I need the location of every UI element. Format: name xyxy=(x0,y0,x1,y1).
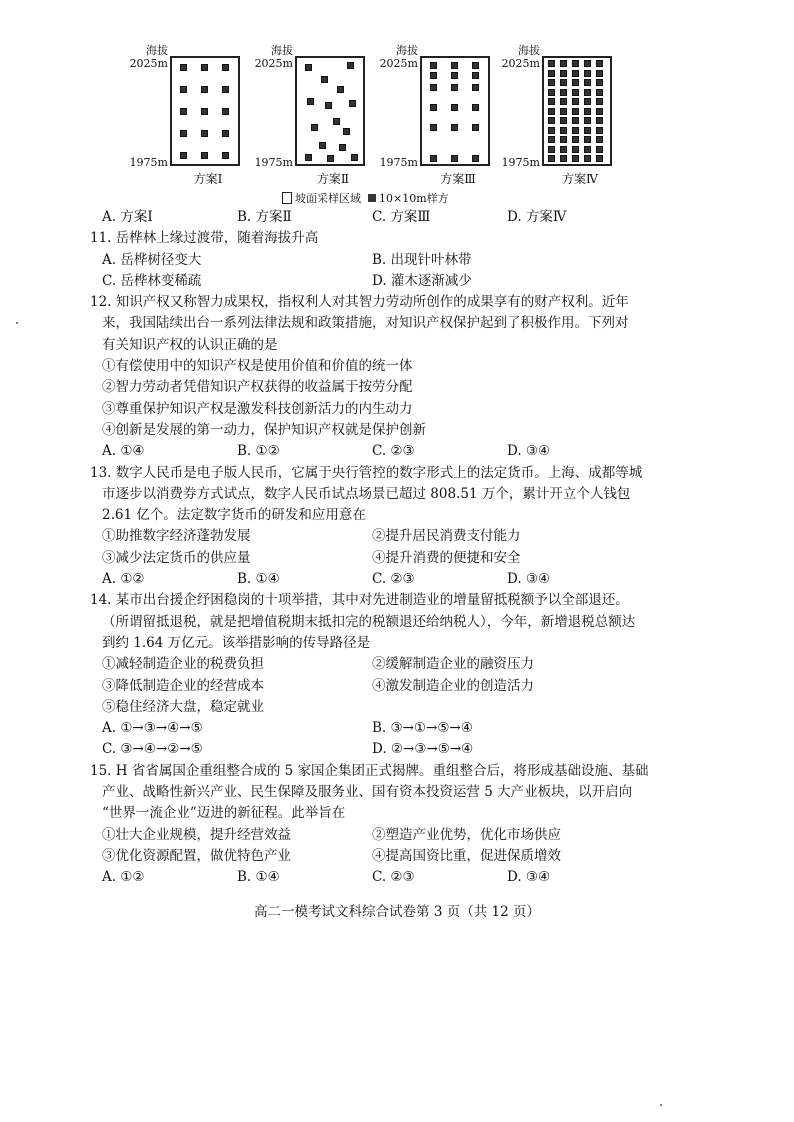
sample-plot-square xyxy=(596,98,603,105)
sample-plot-square xyxy=(472,155,479,162)
sampling-plan-diagrams xyxy=(120,40,620,190)
sample-plot-square xyxy=(451,124,458,131)
q14-item-1: ①减轻制造企业的税费负担 xyxy=(102,656,264,673)
plan-name: 方案Ⅳ xyxy=(562,172,598,186)
q15-stem-line3: “世界一流企业”迈进的新征程。此举旨在 xyxy=(102,805,346,822)
sample-plot-square xyxy=(596,146,603,153)
option-c[interactable]: C. ②③ xyxy=(372,869,415,886)
sample-plot-square xyxy=(572,108,579,115)
sample-plot-square xyxy=(572,89,579,96)
option-c[interactable]: C. 方案Ⅲ xyxy=(372,209,431,225)
sample-plot-square xyxy=(180,86,187,93)
option-b[interactable]: B. 出现针叶林带 xyxy=(372,251,472,268)
sample-plot-square xyxy=(584,146,591,153)
plan-2 xyxy=(245,40,375,190)
plan-name: 方案Ⅱ xyxy=(316,172,350,186)
plan-name: 方案Ⅰ xyxy=(193,172,223,186)
option-d[interactable]: D. 方案Ⅳ xyxy=(507,209,567,225)
option-c[interactable]: C. ③→④→②→⑤ xyxy=(102,741,203,758)
q12-options xyxy=(90,441,740,462)
sample-plot-square xyxy=(430,155,437,162)
sample-plot-square xyxy=(560,89,567,96)
sample-plot-square xyxy=(584,79,591,86)
sample-plot-square xyxy=(222,64,229,71)
q13-item-2: ②提升居民消费支付能力 xyxy=(372,528,521,545)
sample-plot-square xyxy=(572,98,579,105)
sample-plot-square xyxy=(584,70,591,77)
sample-plot-square xyxy=(548,117,555,124)
sample-plot-square xyxy=(548,60,555,67)
q12-stem-line1: 12. 知识产权又称智力成果权，指权利人对其智力劳动所创作的成果享有的财产权利。近年 xyxy=(90,294,629,311)
sample-plot-square xyxy=(430,62,437,69)
sample-plot-square xyxy=(321,76,328,83)
sample-plot-square xyxy=(596,89,603,96)
area-legend-icon xyxy=(282,192,292,204)
sample-plot-square xyxy=(180,130,187,137)
sample-plot-square xyxy=(560,146,567,153)
altitude-label: 海拔 xyxy=(518,44,540,57)
q13-stem-line2: 市逐步以消费券方式试点，数字人民币试点场景已超过 808.51 万个，累计开立个人钱包 xyxy=(102,485,631,502)
option-c[interactable]: C. 岳桦林变稀疏 xyxy=(102,272,202,289)
altitude-top: 2025m xyxy=(129,57,168,70)
sample-plot-square xyxy=(572,146,579,153)
sample-plot-square xyxy=(201,86,208,93)
sample-plot-square xyxy=(201,130,208,137)
q13-item-1: ①助推数字经济蓬勃发展 xyxy=(102,528,251,545)
plot-legend-icon xyxy=(368,194,376,202)
q14-items-row1 xyxy=(90,654,740,675)
q15-item-2: ②塑造产业优势，优化市场供应 xyxy=(372,826,561,843)
q15-item-1: ①壮大企业规模，提升经营效益 xyxy=(102,826,291,843)
diagram-legend xyxy=(282,190,449,206)
q12-stem-line3: 有关知识产权的认识正确的是 xyxy=(102,336,278,353)
sample-plot-square xyxy=(180,108,187,115)
q14-item-3: ③降低制造企业的经营成本 xyxy=(102,677,264,694)
altitude-top: 2025m xyxy=(379,57,418,70)
q13-items-row1 xyxy=(90,526,740,547)
altitude-label: 海拔 xyxy=(396,44,418,57)
sample-plot-square xyxy=(472,62,479,69)
sample-plot-square xyxy=(596,117,603,124)
sampling-area xyxy=(542,56,612,166)
sample-plot-square xyxy=(596,108,603,115)
sample-plot-square xyxy=(222,130,229,137)
scan-speck xyxy=(660,1104,662,1106)
sample-plot-square xyxy=(548,89,555,96)
plan-name: 方案Ⅲ xyxy=(440,172,476,186)
sample-plot-square xyxy=(311,124,318,131)
sample-plot-square xyxy=(307,98,314,105)
q14-stem-line1: 14. 某市出台援企纾困稳岗的十项举措，其中对先进制造业的增量留抵税额予以全部退还。 xyxy=(90,592,629,609)
q15-item-4: ④提高国资比重，促进保质增效 xyxy=(372,847,561,864)
altitude-label: 海拔 xyxy=(146,44,168,57)
sample-plot-square xyxy=(560,108,567,115)
q12-item-1: ①有偿使用中的知识产权是使用价值和价值的统一体 xyxy=(102,358,413,375)
sample-plot-square xyxy=(596,136,603,143)
sample-plot-square xyxy=(201,64,208,71)
questions xyxy=(90,207,740,889)
sample-plot-square xyxy=(305,154,312,161)
q14-item-4: ④激发制造企业的创造活力 xyxy=(372,677,534,694)
sample-plot-square xyxy=(572,136,579,143)
q13-item-3: ③减少法定货币的供应量 xyxy=(102,549,251,566)
sample-plot-square xyxy=(343,128,350,135)
altitude-bottom: 1975m xyxy=(501,156,540,169)
option-b[interactable]: B. ①② xyxy=(237,443,280,460)
sample-plot-square xyxy=(327,155,334,162)
sampling-area xyxy=(295,56,365,166)
option-d[interactable]: D. ②→③→⑤→④ xyxy=(372,741,474,758)
sample-plot-square xyxy=(560,70,567,77)
plot-legend-label: 10×10m样方 xyxy=(379,192,449,205)
q13-item-4: ④提升消费的便捷和安全 xyxy=(372,549,521,566)
q15-stem-line1: 15. H 省省属国企重组整合成的 5 家国企集团正式揭牌。重组整合后，将形成基础设施、基础 xyxy=(90,762,649,779)
option-d[interactable]: D. 灌木逐渐减少 xyxy=(372,272,472,289)
sample-plot-square xyxy=(201,152,208,159)
sample-plot-square xyxy=(560,98,567,105)
sample-plot-square xyxy=(560,136,567,143)
q11-options-row1 xyxy=(90,250,740,271)
sample-plot-square xyxy=(180,152,187,159)
q12-item-3: ③尊重保护知识产权是激发科技创新活力的内生动力 xyxy=(102,400,413,417)
sample-plot-square xyxy=(548,108,555,115)
sample-plot-square xyxy=(548,70,555,77)
altitude-top: 2025m xyxy=(254,57,293,70)
q15-item-3: ③优化资源配置，做优特色产业 xyxy=(102,847,291,864)
q15-items-row1 xyxy=(90,825,740,846)
sample-plot-square xyxy=(548,146,555,153)
q13-stem-line3: 2.61 亿个。法定数字货币的研发和应用意在 xyxy=(102,507,366,524)
sample-plot-square xyxy=(596,127,603,134)
option-a[interactable]: A. 岳桦树径变大 xyxy=(102,251,202,268)
sample-plot-square xyxy=(572,117,579,124)
sample-plot-square xyxy=(572,127,579,134)
sample-plot-square xyxy=(584,136,591,143)
sample-plot-square xyxy=(560,155,567,162)
sample-plot-square xyxy=(560,127,567,134)
q13-items-row2 xyxy=(90,548,740,569)
plan-3 xyxy=(370,40,500,190)
sample-plot-square xyxy=(222,86,229,93)
altitude-bottom: 1975m xyxy=(129,156,168,169)
sampling-area xyxy=(420,56,490,166)
q15-options xyxy=(90,867,740,888)
sample-plot-square xyxy=(451,84,458,91)
sample-plot-square xyxy=(430,104,437,111)
q14-item-2: ②缓解制造企业的融资压力 xyxy=(372,656,534,673)
sample-plot-square xyxy=(319,142,326,149)
sample-plot-square xyxy=(560,117,567,124)
altitude-label: 海拔 xyxy=(271,44,293,57)
sample-plot-square xyxy=(472,124,479,131)
sample-plot-square xyxy=(596,155,603,162)
option-a[interactable]: A. 方案Ⅰ xyxy=(102,209,153,225)
sample-plot-square xyxy=(572,155,579,162)
option-b[interactable]: B. ③→①→⑤→④ xyxy=(372,720,473,737)
sample-plot-square xyxy=(548,136,555,143)
option-a[interactable]: A. ①→③→④→⑤ xyxy=(102,720,203,737)
sample-plot-square xyxy=(560,79,567,86)
sample-plot-square xyxy=(548,79,555,86)
sample-plot-square xyxy=(325,102,332,109)
sample-plot-square xyxy=(584,117,591,124)
option-b[interactable]: B. ①④ xyxy=(237,869,280,886)
sample-plot-square xyxy=(472,72,479,79)
sample-plot-square xyxy=(305,64,312,71)
q10-options xyxy=(90,207,740,228)
sample-plot-square xyxy=(584,155,591,162)
sample-plot-square xyxy=(201,108,208,115)
q14-item-5: ⑤稳住经济大盘，稳定就业 xyxy=(102,698,264,715)
sample-plot-square xyxy=(451,72,458,79)
sample-plot-square xyxy=(584,60,591,67)
sample-plot-square xyxy=(180,64,187,71)
altitude-bottom: 1975m xyxy=(254,156,293,169)
sample-plot-square xyxy=(548,98,555,105)
sample-plot-square xyxy=(339,144,346,151)
option-d[interactable]: D. ③④ xyxy=(507,571,551,588)
option-c[interactable]: C. ②③ xyxy=(372,443,415,460)
option-b[interactable]: B. 方案Ⅱ xyxy=(237,209,292,225)
sample-plot-square xyxy=(337,86,344,93)
sample-plot-square xyxy=(451,104,458,111)
sample-plot-square xyxy=(572,79,579,86)
sample-plot-square xyxy=(584,108,591,115)
sample-plot-square xyxy=(560,60,567,67)
option-a[interactable]: A. ①④ xyxy=(102,443,145,460)
q15-stem-line2: 产业、战略性新兴产业、民生保障及服务业、国有资本投资运营 5 大产业板块，以开启向 xyxy=(102,784,633,801)
sample-plot-square xyxy=(430,124,437,131)
option-d[interactable]: D. ③④ xyxy=(507,869,551,886)
option-a[interactable]: A. ①② xyxy=(102,869,145,886)
q14-items-row2 xyxy=(90,676,740,697)
q14-stem-line3: 到约 1.64 万亿元。该举措影响的传导路径是 xyxy=(102,634,371,651)
plan-1 xyxy=(120,40,250,190)
q12-item-4: ④创新是发展的第一动力，保护知识产权就是保护创新 xyxy=(102,421,426,438)
page-footer: 高二一模考试文科综合试卷第 3 页（共 12 页） xyxy=(254,904,540,920)
sampling-area xyxy=(170,56,240,166)
sample-plot-square xyxy=(351,154,358,161)
sample-plot-square xyxy=(584,89,591,96)
sample-plot-square xyxy=(333,118,340,125)
altitude-top: 2025m xyxy=(501,57,540,70)
sample-plot-square xyxy=(572,60,579,67)
altitude-bottom: 1975m xyxy=(379,156,418,169)
q11-options-row2 xyxy=(90,271,740,292)
sample-plot-square xyxy=(430,84,437,91)
q14-options-row2 xyxy=(90,739,740,760)
sample-plot-square xyxy=(451,155,458,162)
option-b[interactable]: B. ①④ xyxy=(237,571,280,588)
sample-plot-square xyxy=(584,127,591,134)
sample-plot-square xyxy=(222,108,229,115)
q11-stem: 11. 岳桦林上缘过渡带，随着海拔升高 xyxy=(90,230,319,247)
sample-plot-square xyxy=(572,70,579,77)
q12-item-2: ②智力劳动者凭借知识产权获得的收益属于按劳分配 xyxy=(102,379,413,396)
q15-items-row2 xyxy=(90,846,740,867)
q12-stem-line2: 来，我国陆续出台一系列法律法规和政策措施，对知识产权保护起到了积极作用。下列对 xyxy=(102,315,629,332)
q13-options xyxy=(90,569,740,590)
option-d[interactable]: D. ③④ xyxy=(507,443,551,460)
sample-plot-square xyxy=(596,79,603,86)
sample-plot-square xyxy=(347,62,354,69)
q13-stem-line1: 13. 数字人民币是电子版人民币，它属于央行管控的数字形式上的法定货币。上海、成都等城 xyxy=(90,464,643,481)
sample-plot-square xyxy=(596,70,603,77)
q14-options-row1 xyxy=(90,718,740,739)
sample-plot-square xyxy=(548,127,555,134)
q14-stem-line2: （所谓留抵退税，就是把增值税期末抵扣完的税额退还给纳税人），今年，新增退税总额达 xyxy=(102,613,636,630)
sample-plot-square xyxy=(548,155,555,162)
area-legend-label: 坡面采样区域 xyxy=(295,192,361,205)
sample-plot-square xyxy=(222,152,229,159)
sample-plot-square xyxy=(349,100,356,107)
sample-plot-square xyxy=(472,104,479,111)
sample-plot-square xyxy=(451,62,458,69)
plan-4 xyxy=(492,40,622,190)
option-c[interactable]: C. ②③ xyxy=(372,571,415,588)
scan-speck xyxy=(16,322,18,324)
sample-plot-square xyxy=(584,98,591,105)
option-a[interactable]: A. ①② xyxy=(102,571,145,588)
sample-plot-square xyxy=(430,72,437,79)
sample-plot-square xyxy=(596,60,603,67)
sample-plot-square xyxy=(472,84,479,91)
